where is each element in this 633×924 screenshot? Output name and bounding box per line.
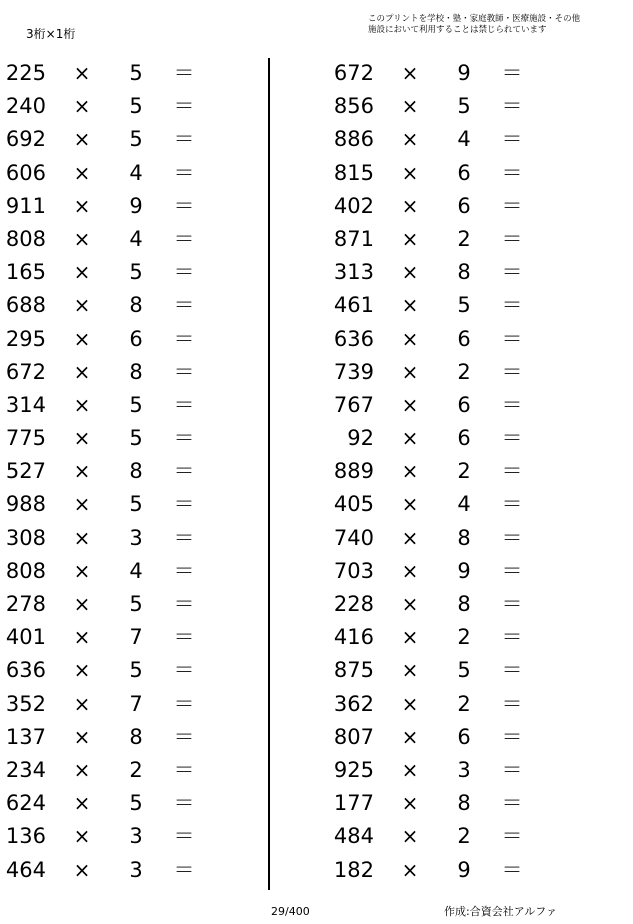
multiplier: 2 bbox=[457, 824, 471, 849]
equals-sign: ＝ bbox=[173, 625, 195, 650]
times-sign: × bbox=[73, 61, 91, 85]
multiplier: 7 bbox=[129, 625, 143, 650]
equals-sign: ＝ bbox=[501, 426, 523, 451]
equals-sign: ＝ bbox=[501, 824, 523, 849]
equals-sign: ＝ bbox=[173, 160, 195, 185]
multiplicand: 527 bbox=[5, 459, 46, 484]
times-sign: × bbox=[401, 94, 419, 119]
multiplier: 9 bbox=[457, 857, 471, 882]
multiplicand: 308 bbox=[5, 525, 46, 550]
times-sign: × bbox=[73, 525, 91, 550]
multiplicand: 808 bbox=[5, 558, 46, 583]
times-sign: × bbox=[401, 757, 419, 782]
multiplicand: 767 bbox=[333, 392, 374, 417]
equals-sign: ＝ bbox=[173, 359, 195, 384]
multiplier: 5 bbox=[129, 392, 143, 417]
multiplier: 6 bbox=[457, 724, 471, 749]
multiplier: 8 bbox=[457, 592, 471, 616]
equals-sign: ＝ bbox=[501, 326, 523, 351]
multiplier: 6 bbox=[457, 426, 471, 451]
multiplier: 5 bbox=[129, 94, 143, 119]
equals-sign: ＝ bbox=[501, 625, 523, 650]
times-sign: × bbox=[73, 791, 91, 816]
multiplier: 6 bbox=[457, 392, 471, 417]
usage-notice-line-2: 施設において利用することは禁じられています bbox=[368, 25, 547, 35]
multiplicand: 484 bbox=[333, 824, 374, 849]
multiplier: 8 bbox=[129, 724, 143, 749]
equals-sign: ＝ bbox=[501, 127, 523, 152]
equals-sign: ＝ bbox=[173, 691, 195, 716]
equals-sign: ＝ bbox=[173, 757, 195, 782]
equals-sign: ＝ bbox=[501, 293, 523, 318]
equals-sign: ＝ bbox=[501, 226, 523, 251]
times-sign: × bbox=[73, 592, 91, 616]
multiplicand: 692 bbox=[5, 127, 46, 152]
equals-sign: ＝ bbox=[173, 791, 195, 816]
multiplicand: 672 bbox=[5, 359, 46, 384]
multiplicand: 137 bbox=[5, 724, 46, 749]
times-sign: × bbox=[73, 426, 91, 451]
times-sign: × bbox=[401, 426, 419, 451]
multiplicand: 461 bbox=[333, 293, 374, 318]
equals-sign: ＝ bbox=[173, 94, 195, 119]
multiplicand: 740 bbox=[333, 525, 374, 550]
equals-sign: ＝ bbox=[501, 94, 523, 119]
equals-sign: ＝ bbox=[173, 459, 195, 484]
equals-sign: ＝ bbox=[501, 160, 523, 185]
times-sign: × bbox=[401, 525, 419, 550]
times-sign: × bbox=[401, 724, 419, 749]
multiplier: 2 bbox=[457, 226, 471, 251]
multiplicand: 636 bbox=[5, 658, 46, 683]
multiplier: 3 bbox=[129, 525, 143, 550]
times-sign: × bbox=[73, 757, 91, 782]
column-divider bbox=[268, 58, 270, 890]
equals-sign: ＝ bbox=[501, 525, 523, 550]
multiplicand: 871 bbox=[333, 226, 374, 251]
multiplier: 2 bbox=[457, 691, 471, 716]
times-sign: × bbox=[401, 260, 419, 285]
page-number: 29/400 bbox=[271, 905, 310, 918]
multiplicand: 402 bbox=[333, 193, 374, 218]
multiplier: 6 bbox=[457, 193, 471, 218]
multiplicand: 624 bbox=[5, 791, 46, 816]
multiplicand: 401 bbox=[5, 625, 46, 650]
multiplicand: 295 bbox=[5, 326, 46, 351]
multiplicand: 988 bbox=[5, 492, 46, 517]
multiplier: 3 bbox=[129, 824, 143, 849]
multiplicand: 672 bbox=[333, 61, 374, 85]
multiplicand: 815 bbox=[333, 160, 374, 185]
multiplier: 5 bbox=[457, 94, 471, 119]
multiplicand: 240 bbox=[5, 94, 46, 119]
multiplier: 5 bbox=[129, 492, 143, 517]
multiplier: 6 bbox=[457, 160, 471, 185]
multiplier: 5 bbox=[129, 791, 143, 816]
times-sign: × bbox=[73, 193, 91, 218]
multiplicand: 808 bbox=[5, 226, 46, 251]
multiplier: 7 bbox=[129, 691, 143, 716]
multiplier: 8 bbox=[457, 260, 471, 285]
multiplicand: 234 bbox=[5, 757, 46, 782]
author-credit: 作成:合資会社アルファ bbox=[444, 905, 558, 918]
multiplier: 5 bbox=[129, 592, 143, 616]
times-sign: × bbox=[73, 293, 91, 318]
equals-sign: ＝ bbox=[501, 691, 523, 716]
times-sign: × bbox=[401, 226, 419, 251]
equals-sign: ＝ bbox=[173, 824, 195, 849]
multiplier: 4 bbox=[129, 558, 143, 583]
times-sign: × bbox=[401, 857, 419, 882]
multiplicand: 807 bbox=[333, 724, 374, 749]
equals-sign: ＝ bbox=[173, 326, 195, 351]
usage-notice-line-1: このプリントを学校・塾・家庭教師・医療施設・その他 bbox=[368, 14, 581, 24]
equals-sign: ＝ bbox=[173, 392, 195, 417]
times-sign: × bbox=[73, 392, 91, 417]
times-sign: × bbox=[73, 492, 91, 517]
multiplier: 5 bbox=[129, 61, 143, 85]
multiplicand: 889 bbox=[333, 459, 374, 484]
multiplier: 6 bbox=[457, 326, 471, 351]
multiplier: 2 bbox=[457, 459, 471, 484]
times-sign: × bbox=[73, 625, 91, 650]
equals-sign: ＝ bbox=[173, 558, 195, 583]
times-sign: × bbox=[401, 824, 419, 849]
multiplier: 5 bbox=[129, 260, 143, 285]
equals-sign: ＝ bbox=[173, 293, 195, 318]
multiplicand: 606 bbox=[5, 160, 46, 185]
multiplicand: 405 bbox=[333, 492, 374, 517]
multiplier: 6 bbox=[129, 326, 143, 351]
times-sign: × bbox=[401, 459, 419, 484]
times-sign: × bbox=[73, 160, 91, 185]
multiplier: 8 bbox=[129, 293, 143, 318]
multiplier: 2 bbox=[129, 757, 143, 782]
multiplier: 8 bbox=[129, 459, 143, 484]
times-sign: × bbox=[401, 791, 419, 816]
times-sign: × bbox=[401, 160, 419, 185]
times-sign: × bbox=[73, 260, 91, 285]
times-sign: × bbox=[401, 625, 419, 650]
times-sign: × bbox=[73, 658, 91, 683]
times-sign: × bbox=[401, 326, 419, 351]
equals-sign: ＝ bbox=[173, 193, 195, 218]
equals-sign: ＝ bbox=[173, 592, 195, 616]
multiplicand: 911 bbox=[5, 193, 46, 218]
multiplier: 9 bbox=[457, 61, 471, 85]
multiplier: 9 bbox=[457, 558, 471, 583]
times-sign: × bbox=[401, 293, 419, 318]
multiplicand: 352 bbox=[5, 691, 46, 716]
multiplicand: 636 bbox=[333, 326, 374, 351]
multiplier: 2 bbox=[457, 625, 471, 650]
multiplicand: 703 bbox=[333, 558, 374, 583]
times-sign: × bbox=[401, 359, 419, 384]
multiplicand: 165 bbox=[5, 260, 46, 285]
multiplicand: 688 bbox=[5, 293, 46, 318]
multiplier: 4 bbox=[457, 492, 471, 517]
multiplier: 5 bbox=[129, 658, 143, 683]
multiplicand: 314 bbox=[5, 392, 46, 417]
times-sign: × bbox=[401, 691, 419, 716]
multiplier: 5 bbox=[129, 426, 143, 451]
times-sign: × bbox=[73, 724, 91, 749]
equals-sign: ＝ bbox=[173, 226, 195, 251]
multiplicand: 362 bbox=[333, 691, 374, 716]
multiplicand: 464 bbox=[5, 857, 46, 882]
equals-sign: ＝ bbox=[173, 260, 195, 285]
multiplicand: 313 bbox=[333, 260, 374, 285]
usage-notice bbox=[368, 14, 580, 36]
times-sign: × bbox=[401, 392, 419, 417]
times-sign: × bbox=[73, 857, 91, 882]
equals-sign: ＝ bbox=[501, 724, 523, 749]
equals-sign: ＝ bbox=[501, 61, 523, 85]
equals-sign: ＝ bbox=[501, 592, 523, 616]
equals-sign: ＝ bbox=[501, 193, 523, 218]
multiplier: 5 bbox=[457, 293, 471, 318]
multiplier: 9 bbox=[129, 193, 143, 218]
multiplicand: 182 bbox=[333, 857, 374, 882]
times-sign: × bbox=[73, 824, 91, 849]
equals-sign: ＝ bbox=[173, 61, 195, 85]
multiplier: 5 bbox=[457, 658, 471, 683]
times-sign: × bbox=[401, 558, 419, 583]
equals-sign: ＝ bbox=[501, 392, 523, 417]
times-sign: × bbox=[73, 326, 91, 351]
equals-sign: ＝ bbox=[501, 260, 523, 285]
times-sign: × bbox=[73, 226, 91, 251]
equals-sign: ＝ bbox=[501, 791, 523, 816]
multiplicand: 875 bbox=[333, 658, 374, 683]
equals-sign: ＝ bbox=[501, 492, 523, 517]
multiplicand: 228 bbox=[333, 592, 374, 616]
multiplicand: 416 bbox=[333, 625, 374, 650]
equals-sign: ＝ bbox=[173, 492, 195, 517]
equals-sign: ＝ bbox=[501, 757, 523, 782]
times-sign: × bbox=[401, 658, 419, 683]
equals-sign: ＝ bbox=[173, 724, 195, 749]
times-sign: × bbox=[73, 459, 91, 484]
equals-sign: ＝ bbox=[501, 459, 523, 484]
times-sign: × bbox=[73, 359, 91, 384]
multiplicand: 92 bbox=[347, 426, 374, 451]
worksheet-title: 3桁×1桁 bbox=[26, 27, 76, 41]
times-sign: × bbox=[401, 127, 419, 152]
equals-sign: ＝ bbox=[173, 857, 195, 882]
multiplier: 3 bbox=[129, 857, 143, 882]
equals-sign: ＝ bbox=[173, 127, 195, 152]
multiplier: 4 bbox=[129, 226, 143, 251]
equals-sign: ＝ bbox=[501, 359, 523, 384]
multiplicand: 856 bbox=[333, 94, 374, 119]
times-sign: × bbox=[73, 94, 91, 119]
multiplicand: 136 bbox=[5, 824, 46, 849]
multiplier: 4 bbox=[129, 160, 143, 185]
multiplier: 8 bbox=[457, 791, 471, 816]
equals-sign: ＝ bbox=[173, 658, 195, 683]
multiplier: 5 bbox=[129, 127, 143, 152]
times-sign: × bbox=[73, 127, 91, 152]
multiplicand: 177 bbox=[333, 791, 374, 816]
multiplicand: 739 bbox=[333, 359, 374, 384]
times-sign: × bbox=[401, 193, 419, 218]
equals-sign: ＝ bbox=[173, 426, 195, 451]
equals-sign: ＝ bbox=[501, 558, 523, 583]
times-sign: × bbox=[73, 691, 91, 716]
times-sign: × bbox=[401, 61, 419, 85]
multiplier: 2 bbox=[457, 359, 471, 384]
multiplier: 4 bbox=[457, 127, 471, 152]
multiplicand: 925 bbox=[333, 757, 374, 782]
times-sign: × bbox=[401, 592, 419, 616]
times-sign: × bbox=[73, 558, 91, 583]
multiplier: 3 bbox=[457, 757, 471, 782]
multiplier: 8 bbox=[129, 359, 143, 384]
times-sign: × bbox=[401, 492, 419, 517]
equals-sign: ＝ bbox=[501, 857, 523, 882]
multiplicand: 278 bbox=[5, 592, 46, 616]
multiplicand: 225 bbox=[5, 61, 46, 85]
equals-sign: ＝ bbox=[501, 658, 523, 683]
multiplicand: 775 bbox=[5, 426, 46, 451]
multiplier: 8 bbox=[457, 525, 471, 550]
equals-sign: ＝ bbox=[173, 525, 195, 550]
multiplicand: 886 bbox=[333, 127, 374, 152]
